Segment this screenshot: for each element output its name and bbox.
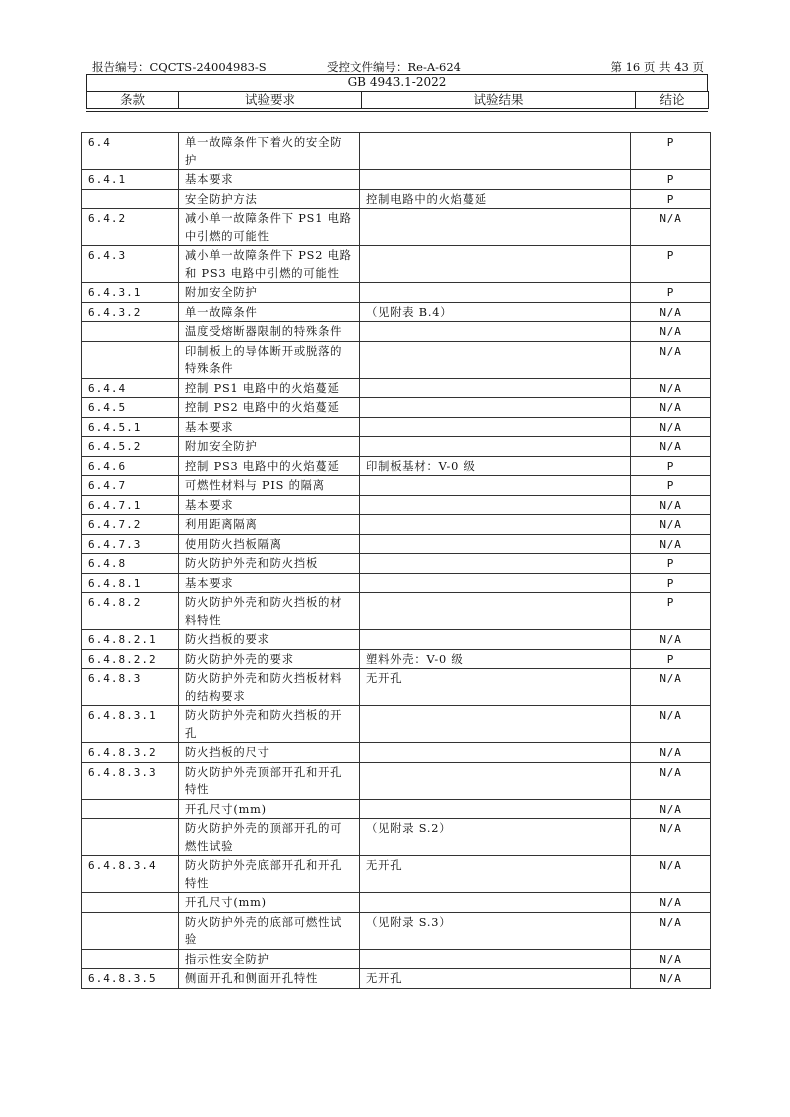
result-cell: 无开孔 xyxy=(360,669,631,706)
standard-title: GB 4943.1-2022 xyxy=(86,74,708,91)
result-cell xyxy=(360,209,631,246)
result-cell xyxy=(360,743,631,763)
requirement-cell: 安全防护方法 xyxy=(179,189,360,209)
requirement-cell: 侧面开孔和侧面开孔特性 xyxy=(179,969,360,989)
verdict-cell: N/A xyxy=(631,341,711,378)
table-row xyxy=(82,417,711,437)
requirement-cell: 开孔尺寸(mm) xyxy=(179,893,360,913)
verdict-cell: N/A xyxy=(631,398,711,418)
table-row xyxy=(82,283,711,303)
clause-cell: 6.4.8.3.4 xyxy=(82,856,179,893)
clause-cell: 6.4.1 xyxy=(82,170,179,190)
clause-cell: 6.4.8.3.5 xyxy=(82,969,179,989)
verdict-cell: N/A xyxy=(631,669,711,706)
col-result: 试验结果 xyxy=(362,92,636,109)
result-cell xyxy=(360,762,631,799)
requirement-cell: 基本要求 xyxy=(179,495,360,515)
clause-cell: 6.4.8 xyxy=(82,554,179,574)
clause-cell: 6.4.7 xyxy=(82,476,179,496)
clause-cell xyxy=(82,912,179,949)
table-row xyxy=(82,341,711,378)
clause-cell: 6.4.3 xyxy=(82,246,179,283)
requirement-cell: 单一故障条件下着火的安全防护 xyxy=(179,133,360,170)
table-row xyxy=(82,593,711,630)
result-cell xyxy=(360,706,631,743)
verdict-cell: N/A xyxy=(631,856,711,893)
table-row xyxy=(82,378,711,398)
result-cell: （见附录 S.3） xyxy=(360,912,631,949)
clause-cell: 6.4 xyxy=(82,133,179,170)
clause-cell: 6.4.5 xyxy=(82,398,179,418)
requirement-cell: 基本要求 xyxy=(179,417,360,437)
clause-cell: 6.4.3.1 xyxy=(82,283,179,303)
header-rule xyxy=(86,111,708,112)
result-cell: 印制板基材：V-0 级 xyxy=(360,456,631,476)
requirement-cell: 防火挡板的尺寸 xyxy=(179,743,360,763)
verdict-cell: N/A xyxy=(631,302,711,322)
table-row xyxy=(82,573,711,593)
table-row xyxy=(82,949,711,969)
clause-cell: 6.4.5.2 xyxy=(82,437,179,457)
clause-cell: 6.4.7.2 xyxy=(82,515,179,535)
result-cell xyxy=(360,283,631,303)
table-row xyxy=(82,456,711,476)
table-row xyxy=(82,669,711,706)
verdict-cell: N/A xyxy=(631,322,711,342)
result-cell xyxy=(360,322,631,342)
table-row xyxy=(82,969,711,989)
clause-cell xyxy=(82,799,179,819)
table-row xyxy=(82,912,711,949)
clause-cell: 6.4.7.3 xyxy=(82,534,179,554)
requirement-cell: 可燃性材料与 PIS 的隔离 xyxy=(179,476,360,496)
clause-cell: 6.4.6 xyxy=(82,456,179,476)
verdict-cell: P xyxy=(631,170,711,190)
clause-cell xyxy=(82,341,179,378)
verdict-cell: P xyxy=(631,246,711,283)
verdict-cell: N/A xyxy=(631,969,711,989)
result-cell xyxy=(360,534,631,554)
table-row xyxy=(82,189,711,209)
result-cell xyxy=(360,949,631,969)
clause-cell: 6.4.8.3.1 xyxy=(82,706,179,743)
verdict-cell: P xyxy=(631,649,711,669)
result-cell xyxy=(360,437,631,457)
verdict-cell: P xyxy=(631,593,711,630)
verdict-cell: P xyxy=(631,573,711,593)
verdict-cell: P xyxy=(631,189,711,209)
requirement-cell: 防火防护外壳底部开孔和开孔特性 xyxy=(179,856,360,893)
table-row xyxy=(82,476,711,496)
column-header xyxy=(86,91,709,109)
table-row xyxy=(82,209,711,246)
requirement-cell: 附加安全防护 xyxy=(179,283,360,303)
table-row xyxy=(82,743,711,763)
result-cell xyxy=(360,417,631,437)
table-row xyxy=(82,437,711,457)
table-row xyxy=(82,799,711,819)
requirement-cell: 指示性安全防护 xyxy=(179,949,360,969)
controlled-doc-number: 受控文件编号：Re-A-624 xyxy=(327,60,461,74)
verdict-cell: P xyxy=(631,133,711,170)
requirement-cell: 控制 PS2 电路中的火焰蔓延 xyxy=(179,398,360,418)
requirement-cell: 防火防护外壳的底部可燃性试验 xyxy=(179,912,360,949)
clause-cell xyxy=(82,189,179,209)
verdict-cell: P xyxy=(631,283,711,303)
requirement-cell: 防火防护外壳和防火挡板的材料特性 xyxy=(179,593,360,630)
verdict-cell: P xyxy=(631,476,711,496)
result-cell xyxy=(360,799,631,819)
result-cell xyxy=(360,133,631,170)
test-table xyxy=(81,132,711,989)
requirement-cell: 防火防护外壳的顶部开孔的可燃性试验 xyxy=(179,819,360,856)
clause-cell: 6.4.7.1 xyxy=(82,495,179,515)
table-row xyxy=(82,133,711,170)
table-row xyxy=(82,649,711,669)
verdict-cell: P xyxy=(631,456,711,476)
requirement-cell: 控制 PS3 电路中的火焰蔓延 xyxy=(179,456,360,476)
col-requirement: 试验要求 xyxy=(179,92,362,109)
requirement-cell: 基本要求 xyxy=(179,170,360,190)
requirement-cell: 附加安全防护 xyxy=(179,437,360,457)
col-verdict: 结论 xyxy=(636,92,709,109)
requirement-cell: 减小单一故障条件下 PS1 电路中引燃的可能性 xyxy=(179,209,360,246)
requirement-cell: 温度受熔断器限制的特殊条件 xyxy=(179,322,360,342)
requirement-cell: 开孔尺寸(mm) xyxy=(179,799,360,819)
verdict-cell: N/A xyxy=(631,762,711,799)
stamp-mark xyxy=(770,520,790,660)
clause-cell: 6.4.8.3 xyxy=(82,669,179,706)
requirement-cell: 防火挡板的要求 xyxy=(179,630,360,650)
verdict-cell: N/A xyxy=(631,893,711,913)
clause-cell: 6.4.4 xyxy=(82,378,179,398)
clause-cell xyxy=(82,893,179,913)
requirement-cell: 减小单一故障条件下 PS2 电路和 PS3 电路中引燃的可能性 xyxy=(179,246,360,283)
clause-cell: 6.4.8.2.2 xyxy=(82,649,179,669)
verdict-cell: N/A xyxy=(631,437,711,457)
table-row xyxy=(82,495,711,515)
verdict-cell: N/A xyxy=(631,515,711,535)
result-cell: 塑料外壳：V-0 级 xyxy=(360,649,631,669)
result-cell xyxy=(360,378,631,398)
table-row xyxy=(82,302,711,322)
table-row xyxy=(82,554,711,574)
requirement-cell: 防火防护外壳和防火挡板材料的结构要求 xyxy=(179,669,360,706)
table-row xyxy=(82,170,711,190)
verdict-cell: N/A xyxy=(631,706,711,743)
requirement-cell: 防火防护外壳顶部开孔和开孔特性 xyxy=(179,762,360,799)
col-clause: 条款 xyxy=(87,92,179,109)
result-cell xyxy=(360,398,631,418)
clause-cell: 6.4.8.1 xyxy=(82,573,179,593)
clause-cell xyxy=(82,322,179,342)
clause-cell: 6.4.5.1 xyxy=(82,417,179,437)
requirement-cell: 利用距离隔离 xyxy=(179,515,360,535)
page-number: 第 16 页 共 43 页 xyxy=(610,60,704,74)
result-cell xyxy=(360,170,631,190)
result-cell xyxy=(360,246,631,283)
table-row xyxy=(82,856,711,893)
clause-cell: 6.4.8.2.1 xyxy=(82,630,179,650)
clause-cell: 6.4.8.3.2 xyxy=(82,743,179,763)
table-row xyxy=(82,762,711,799)
clause-cell: 6.4.8.3.3 xyxy=(82,762,179,799)
result-cell: 控制电路中的火焰蔓延 xyxy=(360,189,631,209)
table-row xyxy=(82,515,711,535)
result-cell xyxy=(360,554,631,574)
requirement-cell: 单一故障条件 xyxy=(179,302,360,322)
page-header xyxy=(86,59,708,73)
result-cell xyxy=(360,630,631,650)
clause-cell: 6.4.8.2 xyxy=(82,593,179,630)
clause-cell xyxy=(82,819,179,856)
verdict-cell: N/A xyxy=(631,912,711,949)
table-row xyxy=(82,706,711,743)
requirement-cell: 基本要求 xyxy=(179,573,360,593)
requirement-cell: 使用防火挡板隔离 xyxy=(179,534,360,554)
requirement-cell: 控制 PS1 电路中的火焰蔓延 xyxy=(179,378,360,398)
clause-cell: 6.4.3.2 xyxy=(82,302,179,322)
verdict-cell: N/A xyxy=(631,534,711,554)
verdict-cell: N/A xyxy=(631,209,711,246)
result-cell: 无开孔 xyxy=(360,969,631,989)
result-cell xyxy=(360,495,631,515)
verdict-cell: P xyxy=(631,554,711,574)
result-cell xyxy=(360,341,631,378)
table-row xyxy=(82,819,711,856)
result-cell xyxy=(360,893,631,913)
verdict-cell: N/A xyxy=(631,949,711,969)
clause-cell xyxy=(82,949,179,969)
result-cell xyxy=(360,515,631,535)
table-row xyxy=(82,630,711,650)
requirement-cell: 防火防护外壳和防火挡板的开孔 xyxy=(179,706,360,743)
table-row xyxy=(82,246,711,283)
table-row xyxy=(82,893,711,913)
requirement-cell: 印制板上的导体断开或脱落的特殊条件 xyxy=(179,341,360,378)
table-row xyxy=(82,322,711,342)
verdict-cell: N/A xyxy=(631,630,711,650)
verdict-cell: N/A xyxy=(631,743,711,763)
verdict-cell: N/A xyxy=(631,799,711,819)
result-cell xyxy=(360,573,631,593)
result-cell xyxy=(360,593,631,630)
result-cell xyxy=(360,476,631,496)
requirement-cell: 防火防护外壳的要求 xyxy=(179,649,360,669)
requirement-cell: 防火防护外壳和防火挡板 xyxy=(179,554,360,574)
verdict-cell: N/A xyxy=(631,495,711,515)
table-row xyxy=(82,534,711,554)
report-number: 报告编号：CQCTS-24004983-S xyxy=(92,60,267,74)
verdict-cell: N/A xyxy=(631,819,711,856)
table-row xyxy=(82,398,711,418)
result-cell: （见附表 B.4） xyxy=(360,302,631,322)
result-cell: 无开孔 xyxy=(360,856,631,893)
verdict-cell: N/A xyxy=(631,378,711,398)
verdict-cell: N/A xyxy=(631,417,711,437)
clause-cell: 6.4.2 xyxy=(82,209,179,246)
result-cell: （见附录 S.2） xyxy=(360,819,631,856)
